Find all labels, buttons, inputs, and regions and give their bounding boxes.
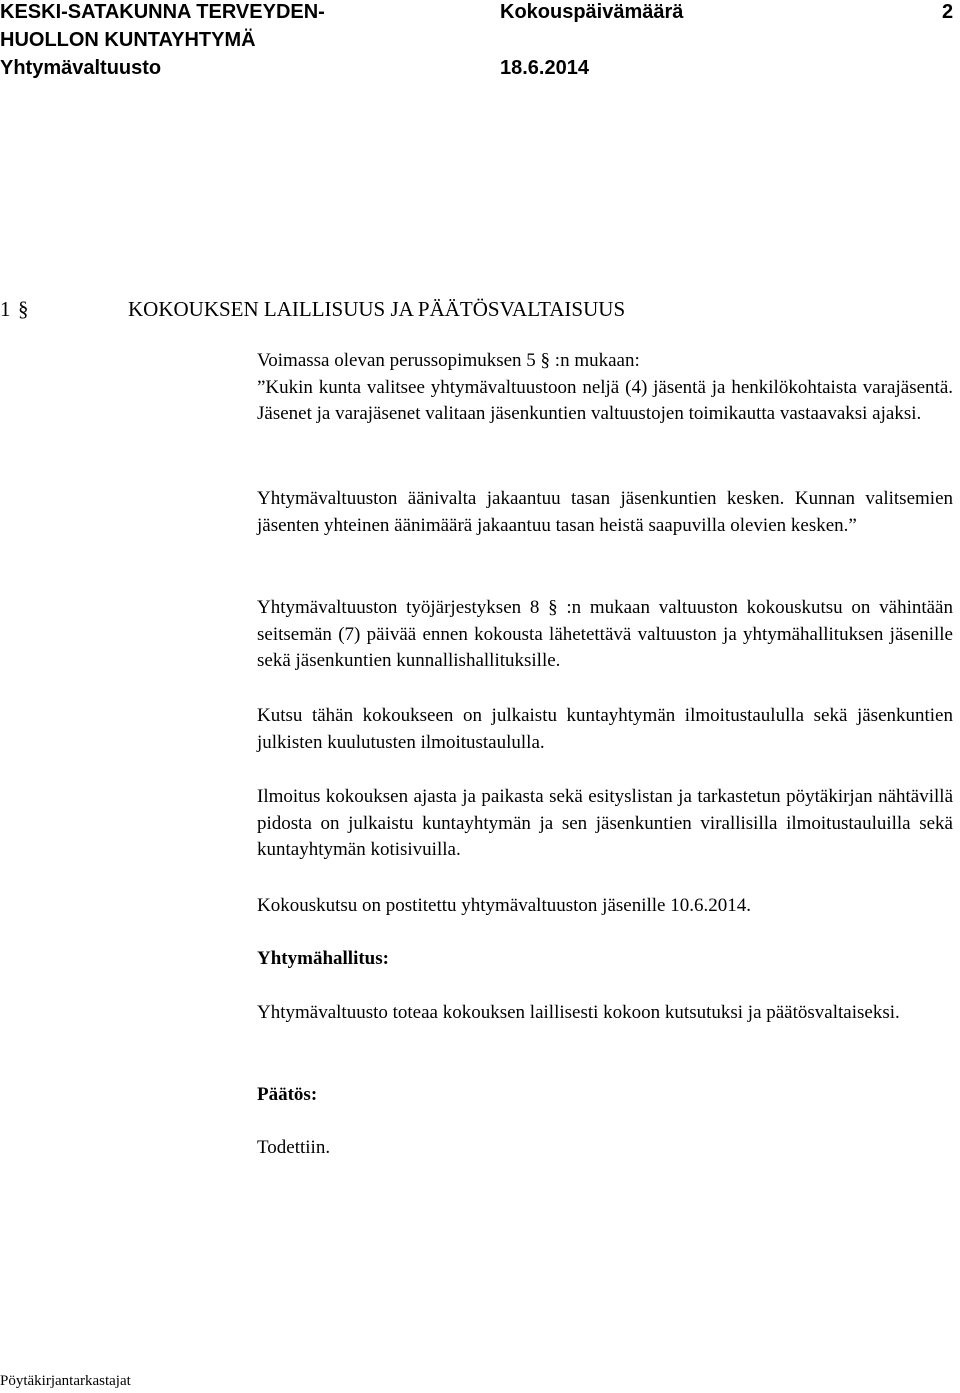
decision-label: Päätös: — [257, 1084, 318, 1105]
organization-name-line2: HUOLLON KUNTAYHTYMÄ — [0, 29, 256, 51]
paragraph-invitation-published: Kutsu tähän kokoukseen on julkaistu kuntayhtymän ilmoitustaululla sekä jäsenkuntien julkisten kuulutusten ilmoitustaululla. — [257, 705, 953, 753]
footer-signatories: Pöytäkirjantarkastajat — [0, 1373, 131, 1389]
section-number: 1 — [0, 297, 11, 321]
board-label: Yhtymähallitus: — [257, 948, 389, 969]
page-number: 2 — [942, 1, 954, 23]
paragraph-voting-power: Yhtymävaltuuston äänivalta jakaantuu tasan jäsenkuntien kesken. Kunnan valitsemien jäsenten yhteinen äänimäärä jakaantuu tasan heistä saapuvilla olevien kesken.” — [257, 488, 953, 536]
date-value: 18.6.2014 — [500, 57, 589, 79]
paragraph-agreement-intro: Voimassa olevan perussopimuksen 5 § :n mukaan: — [257, 350, 640, 371]
body-name: Yhtymävaltuusto — [0, 57, 162, 79]
paragraph-agreement-quote — [257, 348, 953, 428]
decision-text: Todettiin. — [257, 1137, 331, 1158]
paragraph-meeting-invitation-rule: Yhtymävaltuuston työjärjestyksen 8 § :n mukaan valtuuston kokouskutsu on vähintään seitsemän (7) päivää ennen kokousta lähetettävä valtuuston ja yhtymähallituksen jäsenille sekä jäsenkuntien kunnallishallituksille. — [257, 597, 953, 671]
date-label: Kokouspäivämäärä — [500, 1, 684, 23]
paragraph-notice-published: Ilmoitus kokouksen ajasta ja paikasta sekä esityslistan ja tarkastetun pöytäkirjan nähtävillä pidosta on julkaistu kuntayhtymän ja sen jäsenkuntien virallisilla ilmoitustauluilla sekä kuntayhtymän kotisivuilla. — [257, 786, 953, 860]
organization-name-line1: KESKI-SATAKUNNA TERVEYDEN- — [0, 1, 325, 23]
section-title: KOKOUKSEN LAILLISUUS JA PÄÄTÖSVALTAISUUS — [128, 297, 626, 321]
section-symbol: § — [18, 297, 29, 321]
board-proposal: Yhtymävaltuusto toteaa kokouksen laillisesti kokoon kutsutuksi ja päätösvaltaiseksi. — [257, 1002, 900, 1023]
paragraph-invitation-mailed: Kokouskutsu on postitettu yhtymävaltuuston jäsenille 10.6.2014. — [257, 895, 751, 916]
paragraph-agreement-body: ”Kukin kunta valitsee yhtymävaltuustoon neljä (4) jäsentä ja henkilökohtaista varajäsentä. Jäsenet ja varajäsenet valitaan jäsenkuntien valtuustojen toimikautta vastaavaksi ajaksi. — [257, 376, 953, 424]
